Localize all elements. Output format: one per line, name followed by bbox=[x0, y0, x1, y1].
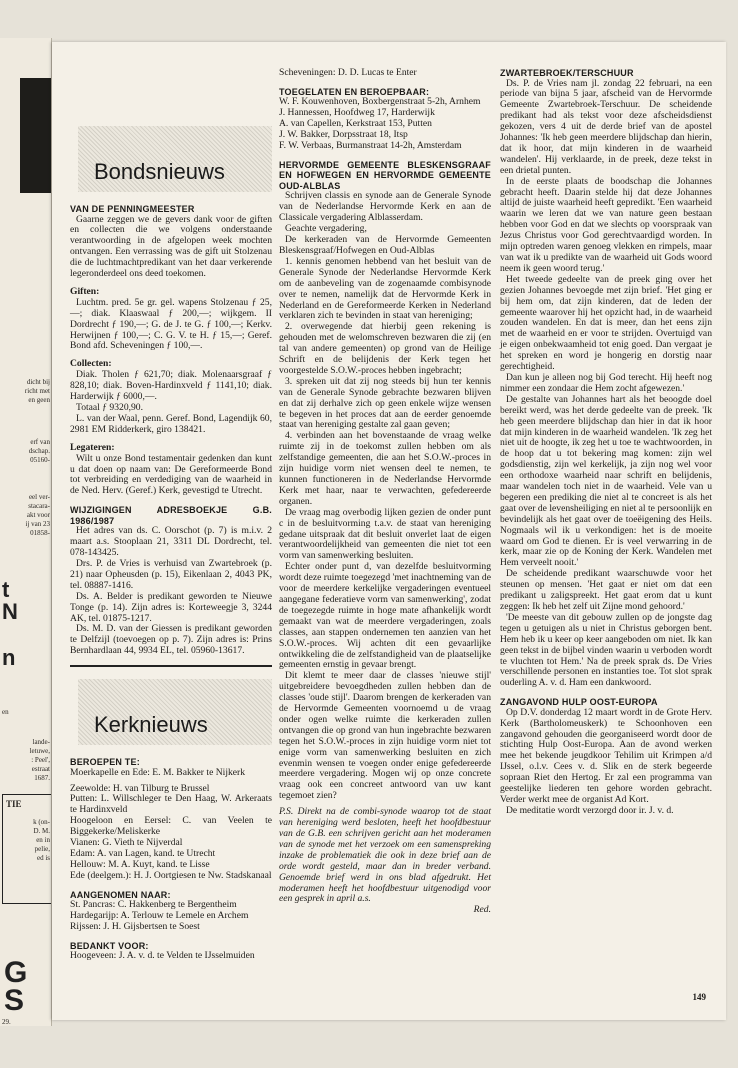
paragraph: Echter onder punt d, van dezelfde besluitvorming wordt deze ruimte toegezegd 'met inachtneming van de voor de meerdere kerkelijke vergaderingen eventueel aangegane federatieve vorm van samenwerking', zodat de toegezegde ruimte in hoge mate afhankelijk wordt gemaakt van wat de meerdere vergaderingen, zoals classes, aan stappen ondernemen ten aanzien van het S.O.W.-proces. Wij achten dit een gevaarlijke ontwikkeling die de zelfstandigheid van de plaatselijke gemeenten ernstig in gevaar brengt. bbox=[279, 561, 491, 671]
list-item: St. Pancras: C. Hakkenberg te Bergentheim bbox=[70, 899, 237, 911]
paragraph: Diak. Tholen ƒ 621,70; diak. Molenaarsgraaf ƒ 828,10; diak. Boven-Hardinxveld ƒ 1141,10; diak. Harderwijk ƒ 6000,—. bbox=[70, 369, 272, 403]
paragraph: 4. verbinden aan het bovenstaande de vraag welke ruimte zij in de toekomst zullen hebben om als zelfstandige gemeenten, die aan het S.O.W.-proces in zijn huidige vorm niet wensen deel te nemen, te kunnen functioneren in de Nederlandse Hervormde Kerk met haar, naar te verwachten, gefedereerde organen. bbox=[279, 430, 491, 507]
list-item: Moerkapelle en Ede: E. M. Bakker te Nijkerk bbox=[70, 766, 246, 778]
paragraph: Wilt u onze Bond testamentair gedenken dan kunt u dat doen op naam van: De Gereformeerde Bond tot verbreiding en verdediging van de waarheid in de Ned. Herv. (Geref.) Kerk, gevestigd te Utrecht. bbox=[70, 452, 272, 497]
prev-num: 29. bbox=[2, 1018, 11, 1026]
list-item: Ds. M. D. van der Giessen is predikant geworden te Delfzijl (toevoegen op p. 7). Zijn adres is: Prins Bernhardlaan 44, 9934 EL, tel. 05960-13617. bbox=[70, 623, 272, 657]
list-item: Putten: L. Willschleger te Den Haag, W. Arkeraats te Hardinxveld bbox=[70, 793, 272, 816]
prev-big-letter: G bbox=[4, 956, 28, 989]
paragraph: Dit klemt te meer daar de classes 'nieuwe stijl' uitgebreidere bevoegdheden zullen hebben dan de classes 'oude stijl'. Daarom brengen de kerkeraden van de Hervormde Gemeenten voornoemd u de vraag onder ogen welke ruimte die kerkeraden zullen ontvangen die op grond van hun ingebrachte bezwaren tegen het S.O.W.-proces in zijn huidige vorm niet tot enige vorm van samenwerking besluiten en zich evenmin wensen te voegen onder enige gefedereerde meerdere vergadering. Mogen wij op onze concrete vraag ook een concreet antwoord van uw kant tegemoet zien? bbox=[279, 670, 491, 802]
paragraph: 'De meeste van dit gebouw zullen op de jongste dag tegen u getuigen als u niet in Christus geborgen bent. Hem heb ik u keer op keer aangeboden om niet. Ik kan geen tekst in de bijbel vinden waarin u verboden wordt te vluchten tot Hem.' Na de preek sprak ds. De Vries verschillende personen en instanties toe. Tot slot sprak ouderling A. v. d. Ham een dankwoord. bbox=[500, 611, 712, 689]
paragraph: Totaal ƒ 9320,90. bbox=[76, 402, 144, 413]
list-item: Vianen: G. Vieth te Nijverdal bbox=[70, 837, 183, 849]
section-heading: ZANGAVOND HULP OOST-EUROPA bbox=[500, 697, 658, 708]
list-item: Hellouw: M. A. Kuyt, kand. te Lisse bbox=[70, 858, 210, 870]
list-item: Scheveningen: D. D. Lucas te Enter bbox=[279, 67, 417, 78]
paragraph: Schrijven classis en synode aan de Generale Synode van de Nederlandse Hervormde Kerk en aan de Classicale vergadering Alblasserdam. bbox=[279, 190, 491, 224]
section-heading: HERVORMDE GEMEENTE BLESKENSGRAAF EN HOFWEGEN EN HERVORMDE GEMEENTE OUD-ALBLAS bbox=[279, 159, 491, 191]
subheading: Legateren: bbox=[70, 441, 115, 453]
list-item: Drs. P. de Vries is verhuisd van Zwartebroek (p. 21) naar Opheusden (p. 15), Eikenlaan 2, 4043 PK, tel. 08887-1416. bbox=[70, 557, 272, 591]
paragraph: Ds. P. de Vries nam jl. zondag 22 februari, na een periode van bijna 5 jaar, afscheid van de Hervormde Gemeente Zwartebroek-Terschuur. De scheidende predikant had als tekst voor deze afscheidsdienst gekozen, vers 4 uit de derde brief van de apostel Johannes: 'Ik heb geen meerdere blijdschap dan hierin, dat ik hoor, dat mijn kinderen in de waarheid wandelen'. Hij verklaarde, in de preek, deze tekst in een drietal punten. bbox=[500, 77, 712, 176]
prev-letter: en bbox=[2, 708, 9, 716]
ps-signature: Red. bbox=[473, 904, 491, 916]
paragraph: 2. overwegende dat hierbij geen rekening is gehouden met de welomschreven bezwaren die zij (en tal van andere gemeenten) op grond van de Heilige Schrift en de belijdenis der Kerk tegen het voorgestelde S.O.W.-proces hebben ingebracht; bbox=[279, 321, 491, 376]
section-heading: BEROEPEN TE: bbox=[70, 757, 140, 768]
section-heading: VAN DE PENNINGMEESTER bbox=[70, 204, 195, 214]
paragraph: Dan kun je alleen nog bij God terecht. Hij heeft nog nimmer een zondaar die Hem zocht afgewezen.' bbox=[500, 371, 712, 394]
section-heading: WIJZIGINGEN ADRESBOEKJE G.B. 1986/1987 bbox=[70, 505, 272, 526]
page-number: 149 bbox=[692, 992, 706, 1002]
list-item: Zeewolde: H. van Tilburg te Brussel bbox=[70, 782, 210, 794]
paragraph: L. van der Waal, penn. Geref. Bond, Lagendijk 60, 2981 EM Ridderkerk, giro 138421. bbox=[70, 412, 272, 435]
prev-letter: n bbox=[2, 645, 16, 670]
kerknieuws-title: Kerknieuws bbox=[94, 712, 208, 738]
paragraph: Luchtm. pred. 5e gr. gel. wapens Stolzenau ƒ 25,—; diak. Klaaswaal ƒ 200,—; wijkgem. II Dordrecht ƒ 190,—; G. de J. te G. ƒ 100,—; Kerkv. Herwijnen ƒ 100,—; C. G. V. te H. ƒ 15,—; Geref. Bond afd. Scheveningen ƒ 100,—. bbox=[70, 296, 272, 352]
paragraph: Gaarne zeggen we de gevers dank voor de giften en collecten die we volgens onderstaande verantwoording in de afgelopen week mochten ontvangen. Een verrassing was de gift uit Stolzenau die de luchtmachtpredikant van het daar verkerende legeronderdeel ons deed toekomen. bbox=[70, 213, 272, 280]
paragraph: In de eerste plaats de boodschap die Johannes gebracht heeft. Daarin stelde hij dat deze Johannes altijd de juiste waarheid heeft gepredikt. 'Een waarheid waarin we leren dat we van nature geen bestaan hebben voor God en dat we slechts op voorspraak van Jezus Christus voor God gerechtvaardigd worden. In mijn optreden waren genoeg vlekken en rimpels, maar van wat ik u predikte van de waarheid uit Gods woord neem ik geen woord terug.' bbox=[500, 175, 712, 274]
list-item: Hoogeveen: J. A. v. d. te Velden te IJsselmuiden bbox=[70, 950, 255, 962]
prev-fragment-c: eel ver- stacara- akt voor ij van 23 01858- bbox=[25, 493, 50, 537]
prev-fragment-d: lande- letuwe, : Peel', estraat 1687. bbox=[29, 738, 50, 782]
list-item: A. van Capellen, Kerkstraat 153, Putten bbox=[279, 118, 432, 130]
black-bar-graphic bbox=[20, 78, 52, 193]
bondsnieuws-title: Bondsnieuws bbox=[94, 159, 225, 185]
list-item: J. Hannessen, Hoofdweg 17, Harderwijk bbox=[279, 107, 435, 119]
divider bbox=[70, 665, 272, 667]
list-item: Hardegarijp: A. Terlouw te Lemele en Archem bbox=[70, 910, 249, 922]
paragraph: 1. kennis genomen hebbend van het besluit van de Generale Synode der Nederlandse Hervormde Kerk om de aanbeveling van de zogenaamde combisynode over te nemen, namelijk dat de Hervormde Kerk in Nederland en de Gereformeerde Kerken in Nederland verklaren zich te bevinden in staat van hereniging; bbox=[279, 255, 491, 322]
prev-fragment-e: k (on- D. M. en in pelie, ed is bbox=[33, 818, 50, 862]
list-item: Het adres van ds. C. Oorschot (p. 7) is m.i.v. 2 maart a.s. Stooplaan 21, 3311 DL Dordrecht, tel. 078-143425. bbox=[70, 525, 272, 559]
paragraph: 3. spreken uit dat zij nog steeds bij hun ter kennis van de Generale Synode gebrachte bezwaren blijven en dat zij derhalve zich op geen enkele wijze wensen te begeven in het proces dat aan de eerder genoemde staat van hereniging gestalte zal gaan geven; bbox=[279, 375, 491, 431]
list-item: Edam: A. van Lagen, kand. te Utrecht bbox=[70, 847, 216, 859]
list-item: Rijssen: J. H. Gijsbertsen te Soest bbox=[70, 921, 200, 932]
previous-page-edge bbox=[0, 38, 52, 1026]
list-item: F. W. Verbaas, Burmanstraat 14-2h, Amsterdam bbox=[279, 140, 462, 152]
subheading: Collecten: bbox=[70, 358, 112, 370]
paragraph: De vraag mag overbodig lijken gezien de onder punt c in de besluitvorming t.a.v. de staat van hereniging gedane uitspraak dat dit besluit onverlet laat de eigen verantwoordelijkheid van gemeenten die niet tot een vorm van samenwerking besluiten. bbox=[279, 506, 491, 562]
section-heading: ZWARTEBROEK/TERSCHUUR bbox=[500, 68, 634, 78]
column-3 bbox=[500, 68, 712, 817]
list-item: Ds. A. Belder is predikant geworden te Nieuwe Tonge (p. 14). Zijn adres is: Korteweegje 3, 3244 AK, tel. 01875-1217. bbox=[70, 590, 272, 624]
column-2 bbox=[279, 68, 491, 916]
ps-note: P.S. Direkt na de combi-synode waarop tot de staat van hereniging werd besloten, heeft het hoofdbestuur van de G.B. een schrijven gericht aan het moderamen van de synode met het verzoek om een samenspreking inzake de problematiek die ook in deze brief aan de orde wordt gesteld, maar dan in breder verband. Genoemde brief werd in ons blad afgedrukt. Het moderamen heeft het hoofdbestuur uitgenodigd voor een gesprek in april a.s. bbox=[279, 806, 491, 905]
paragraph: Geachte vergadering, bbox=[285, 223, 367, 235]
paragraph: De gestalte van Johannes hart als het beoogde doel bereikt werd, was het derde gedeelte van de preek. 'Ik heb geen meerdere blijdschap dan hier in dat ik hoor dat mijn kinderen in de waarheid wandelen. 'Ik zeg het niet uit de hoogte, ik zeg het u toe te wachtwoorden, in de hoop dat u tot bekering mag komen: zijn wel godsdienstig, zijn wel kerkelijk, ja zijn nog wel voor een orthodoxe waarheid naar schrift en belijdenis, maar wandelen toch niet in de waarheid. Vele van u begeren een prediking die niet al te concreet is als het gaat over de levensheiliging en niet al te persoonlijk en bevindelijk als het gaat over de toeëigening des Heils. Nogmaals wil ik u verkondigen: het is de moeite waard om God te dienen. Er is veel verwarring in de kerk, maar zie op de Koning der Kerk. Wandelen met Hem verveelt nooit.' bbox=[500, 393, 712, 569]
list-item: W. F. Kouwenhoven, Boxbergenstraat 5-2h, Arnhem bbox=[279, 96, 481, 108]
subheading: Giften: bbox=[70, 285, 100, 297]
prev-fragment-a: dicht bij richt met en geen bbox=[24, 378, 50, 404]
list-item: J. W. Bakker, Dorpsstraat 18, Itsp bbox=[279, 129, 408, 141]
kerknieuws-masthead bbox=[78, 679, 272, 745]
paragraph: De kerkeraden van de Hervormde Gemeenten Bleskensgraaf/Hofwegen en Oud-Alblas bbox=[279, 234, 491, 256]
paragraph: Op D.V. donderdag 12 maart wordt in de Grote Herv. Kerk (Bartholomeuskerk) te Schoonhoven een zangavond gehouden die georganiseerd wordt door de stichting Hulp Oost-Europa. Aan de avond werken mee het bekende jeugdkoor Tehilim uit Krimpen a/d IJssel, o.l.v. Cees v. d. Slik en de sterk begeerde sopraan Riet den Hertog. Er zal een programma van geestelijke liederen ten gehore worden gebracht. Verder werkt mee de organist Ad Kort. bbox=[500, 706, 712, 805]
paragraph: Het tweede gedeelte van de preek ging over het gezien Johannes bevoegde met zijn brief. 'Het ging er bij hem om, dat zijn kinderen, dat de leden der gemeente waarover hij het opzicht had, in de waarheid zouden wandelen. En dat is meer, dan het eens zijn met de waarheid en er voor te strijden. Overtuigd van je eigen onbekwaamheid tot enig goed. Dan vergaat je het spreken en word je hongerig en dorstig naar gerechtigheid. bbox=[500, 273, 712, 373]
magazine-page bbox=[52, 42, 726, 1020]
section-heading: BEDANKT VOOR: bbox=[70, 940, 149, 951]
prev-letter: N bbox=[2, 599, 18, 624]
prev-letter: t bbox=[2, 577, 10, 602]
bondsnieuws-masthead bbox=[78, 126, 272, 192]
paragraph: De scheidende predikant waarschuwde voor het steunen op mensen. 'Het gaat er niet om dat een predikant u zaligspreekt. Het gaat erom dat u kunt zeggen: Ik heb het zelf uit Zijne mond gehoord.' bbox=[500, 568, 712, 612]
section-heading: TOEGELATEN EN BEROEPBAAR: bbox=[279, 86, 430, 97]
column-1 bbox=[70, 68, 272, 962]
prev-big-letter: S bbox=[4, 984, 25, 1017]
section-heading: AANGENOMEN NAAR: bbox=[70, 889, 171, 900]
list-item: Ede (deelgem.): H. J. Oortgiesen te Nw. Stadskanaal bbox=[70, 869, 272, 881]
paragraph: De meditatie wordt verzorgd door ir. J. v. d. bbox=[506, 804, 674, 816]
prev-box-title: TIE bbox=[6, 799, 22, 809]
list-item: Hoogeloon en Eersel: C. van Veelen te Biggekerke/Meliskerke bbox=[70, 815, 272, 838]
prev-fragment-b: erf van dschap. 05160- bbox=[28, 438, 50, 464]
